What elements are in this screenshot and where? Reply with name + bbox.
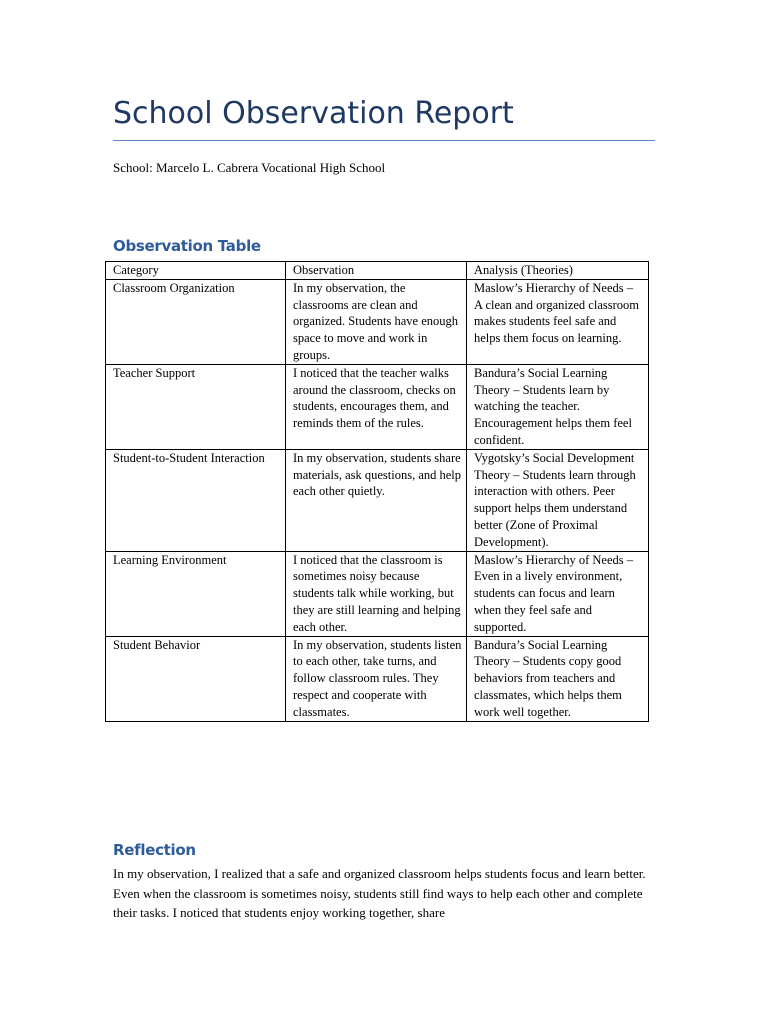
category-cell: Learning Environment — [106, 551, 286, 636]
observation-cell: I noticed that the classroom is sometimes noisy because students talk while working, but they are still learning and helping each other. — [286, 551, 467, 636]
reflection-paragraph: In my observation, I realized that a safe and organized classroom helps students focus and learn better. Even when the classroom is sometimes noisy, students still find ways to help each other and complete their tasks. I noticed that students enjoy working together, share — [113, 866, 646, 920]
reflection-heading: Reflection — [113, 841, 196, 859]
category-cell: Classroom Organization — [106, 279, 286, 364]
observation-table-heading: Observation Table — [113, 237, 261, 255]
title-underline — [113, 140, 655, 141]
observation-cell: In my observation, students listen to each other, take turns, and follow classroom rules. They respect and cooperate with classmates. — [286, 636, 467, 721]
table-header-row — [106, 262, 649, 280]
category-cell: Student-to-Student Interaction — [106, 449, 286, 551]
column-header-analysis: Analysis (Theories) — [467, 262, 649, 280]
analysis-cell: Maslow’s Hierarchy of Needs – Even in a lively environment, students can focus and learn when they feel safe and supported. — [467, 551, 649, 636]
column-header-category: Category — [106, 262, 286, 280]
analysis-cell: Vygotsky’s Social Development Theory – Students learn through interaction with others. Peer support helps them understand better (Zone of Proximal Development). — [467, 449, 649, 551]
table-row — [106, 551, 649, 636]
table-row — [106, 364, 649, 449]
table-row — [106, 279, 649, 364]
table-row — [106, 449, 649, 551]
observation-table — [105, 261, 649, 722]
analysis-cell: Bandura’s Social Learning Theory – Students copy good behaviors from teachers and classmates, which helps them work well together. — [467, 636, 649, 721]
analysis-cell: Bandura’s Social Learning Theory – Students learn by watching the teacher. Encouragement helps them feel confident. — [467, 364, 649, 449]
school-name-line: School: Marcelo L. Cabrera Vocational High School — [113, 160, 386, 175]
analysis-cell: Maslow’s Hierarchy of Needs – A clean and organized classroom makes students feel safe and helps them focus on learning. — [467, 279, 649, 364]
observation-cell: In my observation, the classrooms are clean and organized. Students have enough space to move and work in groups. — [286, 279, 467, 364]
column-header-observation: Observation — [286, 262, 467, 280]
observation-cell: I noticed that the teacher walks around the classroom, checks on students, encourages them, and reminds them of the rules. — [286, 364, 467, 449]
observation-cell: In my observation, students share materials, ask questions, and help each other quietly. — [286, 449, 467, 551]
category-cell: Teacher Support — [106, 364, 286, 449]
category-cell: Student Behavior — [106, 636, 286, 721]
page-title: School Observation Report — [113, 96, 514, 131]
table-row — [106, 636, 649, 721]
